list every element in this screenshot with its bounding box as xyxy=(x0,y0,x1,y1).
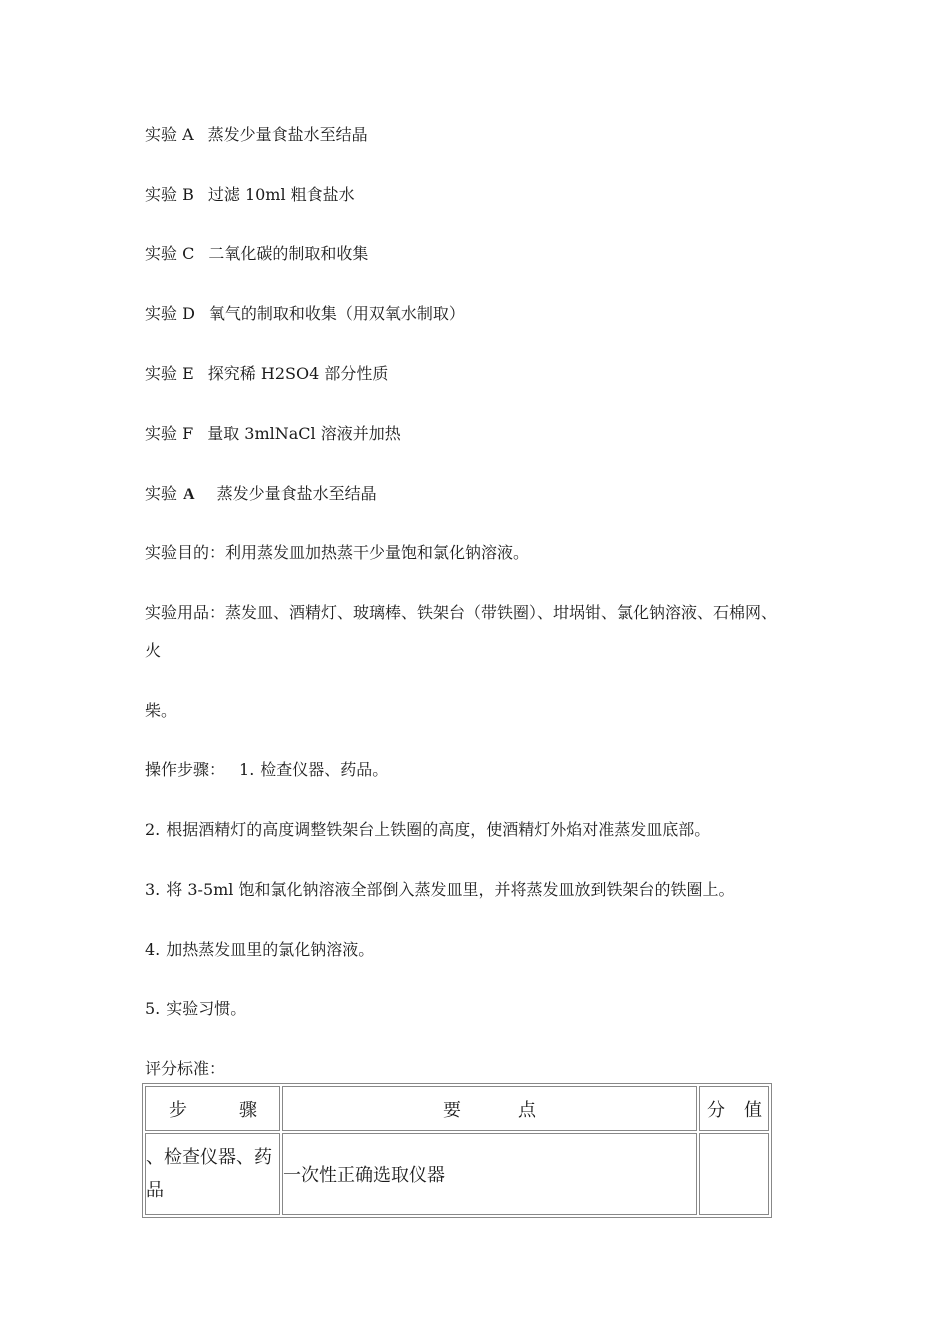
step-number: 5. xyxy=(145,999,161,1018)
step-text: 根据酒精灯的高度调整铁架台上铁圈的高度，使酒精灯外焰对准蒸发皿底部。 xyxy=(166,820,711,839)
step-item-3 xyxy=(145,880,735,900)
step-text: 实验习惯。 xyxy=(166,999,247,1018)
table-header-row xyxy=(145,1086,769,1131)
step-text: 加热蒸发皿里的氯化钠溶液。 xyxy=(166,940,375,959)
step-text: 检查仪器、药品。 xyxy=(260,760,389,779)
experiment-code: 实验 E xyxy=(145,364,194,383)
experiment-item-f xyxy=(145,424,401,444)
experiment-item-d xyxy=(145,304,465,324)
experiment-code: 实验 F xyxy=(145,424,194,443)
purpose-text: 实验目的：利用蒸发皿加热蒸干少量饱和氯化钠溶液。 xyxy=(145,543,530,562)
experiment-title: 二氧化碳的制取和收集 xyxy=(208,244,369,263)
materials-line-2: 火 xyxy=(145,641,162,660)
experiment-title: 量取 3mlNaCl 溶液并加热 xyxy=(207,424,401,443)
header-step-char-2: 骤 xyxy=(239,1099,257,1121)
step-item-5 xyxy=(145,999,246,1019)
experiment-code: 实验 D xyxy=(145,304,195,323)
row-point: 一次性正确选取仪器 xyxy=(282,1133,697,1215)
step-text: 将 3-5ml 饱和氯化钠溶液全部倒入蒸发皿里，并将蒸发皿放到铁架台的铁圈上。 xyxy=(166,880,735,899)
row-step: 、检查仪器、药品 xyxy=(145,1133,280,1215)
section-title: 蒸发少量食盐水至结晶 xyxy=(216,484,377,503)
header-score xyxy=(699,1086,769,1131)
step-item-4 xyxy=(145,940,374,960)
steps-first-line xyxy=(145,760,388,780)
header-point-char-2: 点 xyxy=(518,1099,536,1121)
experiment-code: 实验 A xyxy=(145,125,194,144)
header-point-char-1: 要 xyxy=(443,1099,461,1121)
header-score-char-2: 值 xyxy=(744,1099,762,1121)
experiment-item-b xyxy=(145,185,355,205)
header-score-char-1: 分 xyxy=(707,1099,725,1121)
step-number: 4. xyxy=(145,940,161,959)
experiment-title: 探究稀 H2SO4 部分性质 xyxy=(207,364,389,383)
experiment-title: 蒸发少量食盐水至结晶 xyxy=(207,125,368,144)
materials-line-3: 柴。 xyxy=(145,701,178,720)
experiment-item-a xyxy=(145,125,368,145)
section-heading xyxy=(145,484,377,505)
header-step xyxy=(145,1086,280,1131)
header-point xyxy=(282,1086,697,1131)
experiment-item-c xyxy=(145,244,368,264)
section-label: 实验 xyxy=(145,484,178,503)
step-number: 1. xyxy=(239,760,255,779)
experiment-code: 实验 B xyxy=(145,185,194,204)
steps-label: 操作步骤： xyxy=(145,760,226,779)
step-item-2 xyxy=(145,820,710,840)
scoring-label: 评分标准： xyxy=(145,1059,226,1078)
materials-line-1: 实验用品：蒸发皿、酒精灯、玻璃棒、铁架台（带铁圈）、坩埚钳、氯化钠溶液、石棉网、 xyxy=(145,603,778,622)
table-row xyxy=(145,1133,769,1215)
step-number: 2. xyxy=(145,820,161,839)
row-score xyxy=(699,1133,769,1215)
experiment-title: 过滤 10ml 粗食盐水 xyxy=(207,185,355,204)
scoring-table xyxy=(142,1083,772,1218)
experiment-code: 实验 C xyxy=(145,244,195,263)
experiment-item-e xyxy=(145,364,388,384)
step-number: 3. xyxy=(145,880,161,899)
experiment-title: 氧气的制取和收集（用双氧水制取） xyxy=(208,304,465,323)
section-code: A xyxy=(183,486,195,503)
header-step-char-1: 步 xyxy=(169,1099,187,1121)
